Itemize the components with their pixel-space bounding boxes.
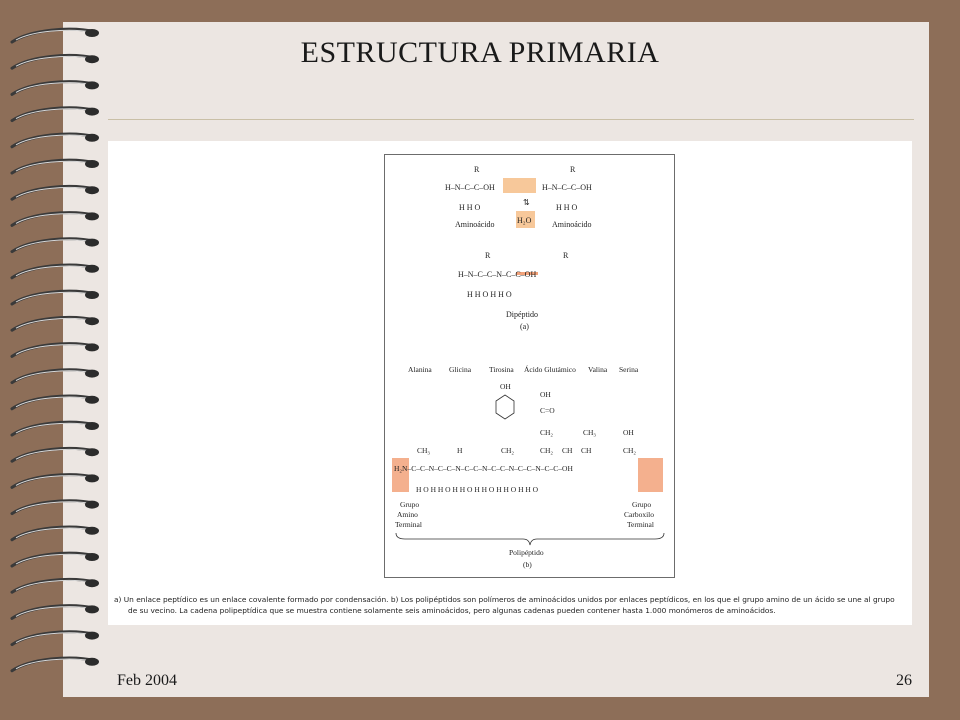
svg-text:H H O: H H O: [459, 203, 481, 212]
spiral-hole: [85, 108, 99, 116]
spiral-ring-highlight: [16, 135, 92, 145]
title-divider: [108, 119, 914, 120]
spiral-hole: [85, 579, 99, 587]
spiral-hole: [85, 632, 99, 640]
spiral-hole: [85, 448, 99, 456]
spiral-ring-highlight: [16, 476, 92, 486]
svg-text:CH: CH: [581, 446, 592, 455]
polypeptide-label: Polipéptido: [509, 548, 544, 557]
spiral-ring-highlight: [16, 345, 92, 355]
svg-text:H–N–C–C–N–C–C–OH: H–N–C–C–N–C–C–OH: [458, 270, 537, 279]
svg-text:CH₃: CH₃: [417, 446, 431, 455]
spiral-ring-highlight: [16, 580, 92, 590]
spiral-hole: [85, 291, 99, 299]
figure-caption: [114, 594, 912, 616]
spiral-ring-highlight: [16, 607, 92, 617]
aa-label-2: Glicina: [449, 365, 472, 374]
spiral-hole: [85, 527, 99, 535]
aa-label-4: Ácido Glutámico: [524, 365, 576, 374]
spiral-hole: [85, 422, 99, 430]
svg-text:CH₂: CH₂: [540, 446, 554, 455]
spiral-ring-highlight: [16, 292, 92, 302]
svg-text:CH₂: CH₂: [623, 446, 637, 455]
spiral-hole: [85, 553, 99, 561]
svg-text:OH: OH: [623, 428, 634, 437]
svg-text:H–N–C–C–OH: H–N–C–C–OH: [542, 183, 592, 192]
dipeptide-label: Dipéptido: [506, 310, 538, 319]
spiral-hole: [85, 396, 99, 404]
svg-text:H H O: H H O: [556, 203, 578, 212]
caption-line-2: de su vecino. La cadena polipeptídica que se muestra contiene solamente seis aminoácidos, pero algunas cadenas pueden contener hasta 1.000 monómeros de aminoácidos.: [128, 606, 776, 615]
aa-label-3: Tirosina: [489, 365, 514, 374]
spiral-hole: [85, 317, 99, 325]
slide-title: ESTRUCTURA PRIMARIA: [300, 36, 660, 69]
aa-label-5: Valina: [588, 365, 608, 374]
svg-text:CH₃: CH₃: [583, 428, 597, 437]
spiral-ring-highlight: [16, 109, 92, 119]
svg-text:OH: OH: [540, 390, 551, 399]
spiral-ring-highlight: [16, 423, 92, 433]
spiral-hole: [85, 212, 99, 220]
spiral-hole: [85, 81, 99, 89]
svg-text:CH₂: CH₂: [501, 446, 515, 455]
svg-text:H H O H H O: H H O H H O: [467, 290, 512, 299]
spiral-ring-highlight: [16, 240, 92, 250]
spiral-hole: [85, 343, 99, 351]
carboxyl-terminal-3: Terminal: [627, 520, 654, 529]
aa-label-6: Serina: [619, 365, 639, 374]
amino-terminal-2: Amino: [397, 510, 418, 519]
tyrosine-ring: [496, 395, 514, 419]
spiral-ring-highlight: [16, 214, 92, 224]
svg-text:R: R: [563, 251, 569, 260]
polypeptide-brace: [396, 533, 664, 545]
svg-text:CH₂: CH₂: [540, 428, 554, 437]
svg-text:R: R: [474, 165, 480, 174]
spiral-binding: [0, 0, 120, 720]
peptide-figure: [384, 154, 675, 578]
spiral-ring-highlight: [16, 449, 92, 459]
footer-date: Feb 2004: [117, 672, 177, 689]
spiral-ring-highlight: [16, 318, 92, 328]
spiral-ring-highlight: [16, 502, 92, 512]
svg-text:H–N–C–C–OH: H–N–C–C–OH: [445, 183, 495, 192]
spiral-hole: [85, 160, 99, 168]
aa-label-1: Alanina: [408, 365, 432, 374]
water-label: H₂O: [517, 216, 532, 225]
spiral-ring-highlight: [16, 187, 92, 197]
reactant-1-label: Aminoácido: [455, 220, 495, 229]
svg-text:R: R: [485, 251, 491, 260]
spiral-ring-highlight: [16, 554, 92, 564]
spiral-ring-highlight: [16, 371, 92, 381]
panel-b-label: (b): [523, 560, 532, 569]
svg-text:R: R: [570, 165, 576, 174]
spiral-ring-highlight: [16, 83, 92, 93]
spiral-hole: [85, 265, 99, 273]
svg-text:⇅: ⇅: [523, 198, 530, 207]
amino-terminal-1: Grupo: [400, 500, 420, 509]
svg-text:H₂N–C–C–N–C–C–N–C–C–N–C–C–N–C–: H₂N–C–C–N–C–C–N–C–C–N–C–C–N–C–C–N–C–C–OH: [394, 464, 573, 473]
panel-a-label: (a): [520, 322, 529, 331]
spiral-ring-highlight: [16, 633, 92, 643]
spiral-ring-highlight: [16, 659, 92, 669]
oh-highlight: [503, 178, 536, 193]
carboxyl-terminal-highlight: [638, 458, 663, 492]
svg-text:OH: OH: [500, 382, 511, 391]
spiral-ring-highlight: [16, 266, 92, 276]
spiral-ring-highlight: [16, 397, 92, 407]
spiral-hole: [85, 370, 99, 378]
svg-text:H O H H O H H O H H O H H O H: H O H H O H H O H H O H H O H H O: [416, 485, 539, 494]
spiral-hole: [85, 134, 99, 142]
spiral-hole: [85, 239, 99, 247]
amino-terminal-3: Terminal: [395, 520, 422, 529]
spiral-hole: [85, 186, 99, 194]
svg-text:CH: CH: [562, 446, 573, 455]
page-number: 26: [896, 672, 912, 689]
svg-text:H: H: [457, 446, 463, 455]
carboxyl-terminal-2: Carboxilo: [624, 510, 654, 519]
svg-text:C=O: C=O: [540, 406, 555, 415]
spiral-ring-highlight: [16, 161, 92, 171]
spiral-hole: [85, 501, 99, 509]
spiral-ring-highlight: [16, 528, 92, 538]
reactant-2-label: Aminoácido: [552, 220, 592, 229]
spiral-hole: [85, 474, 99, 482]
spiral-hole: [85, 605, 99, 613]
peptide-diagram: [385, 155, 674, 577]
caption-line-1: a) Un enlace peptídico es un enlace covalente formado por condensación. b) Los polipéptidos son polímeros de aminoácidos unidos por enlaces peptídicos, en los que el grupo amino de un ácido se une al grupo: [114, 595, 895, 604]
spiral-hole: [85, 658, 99, 666]
carboxyl-terminal-1: Grupo: [632, 500, 652, 509]
